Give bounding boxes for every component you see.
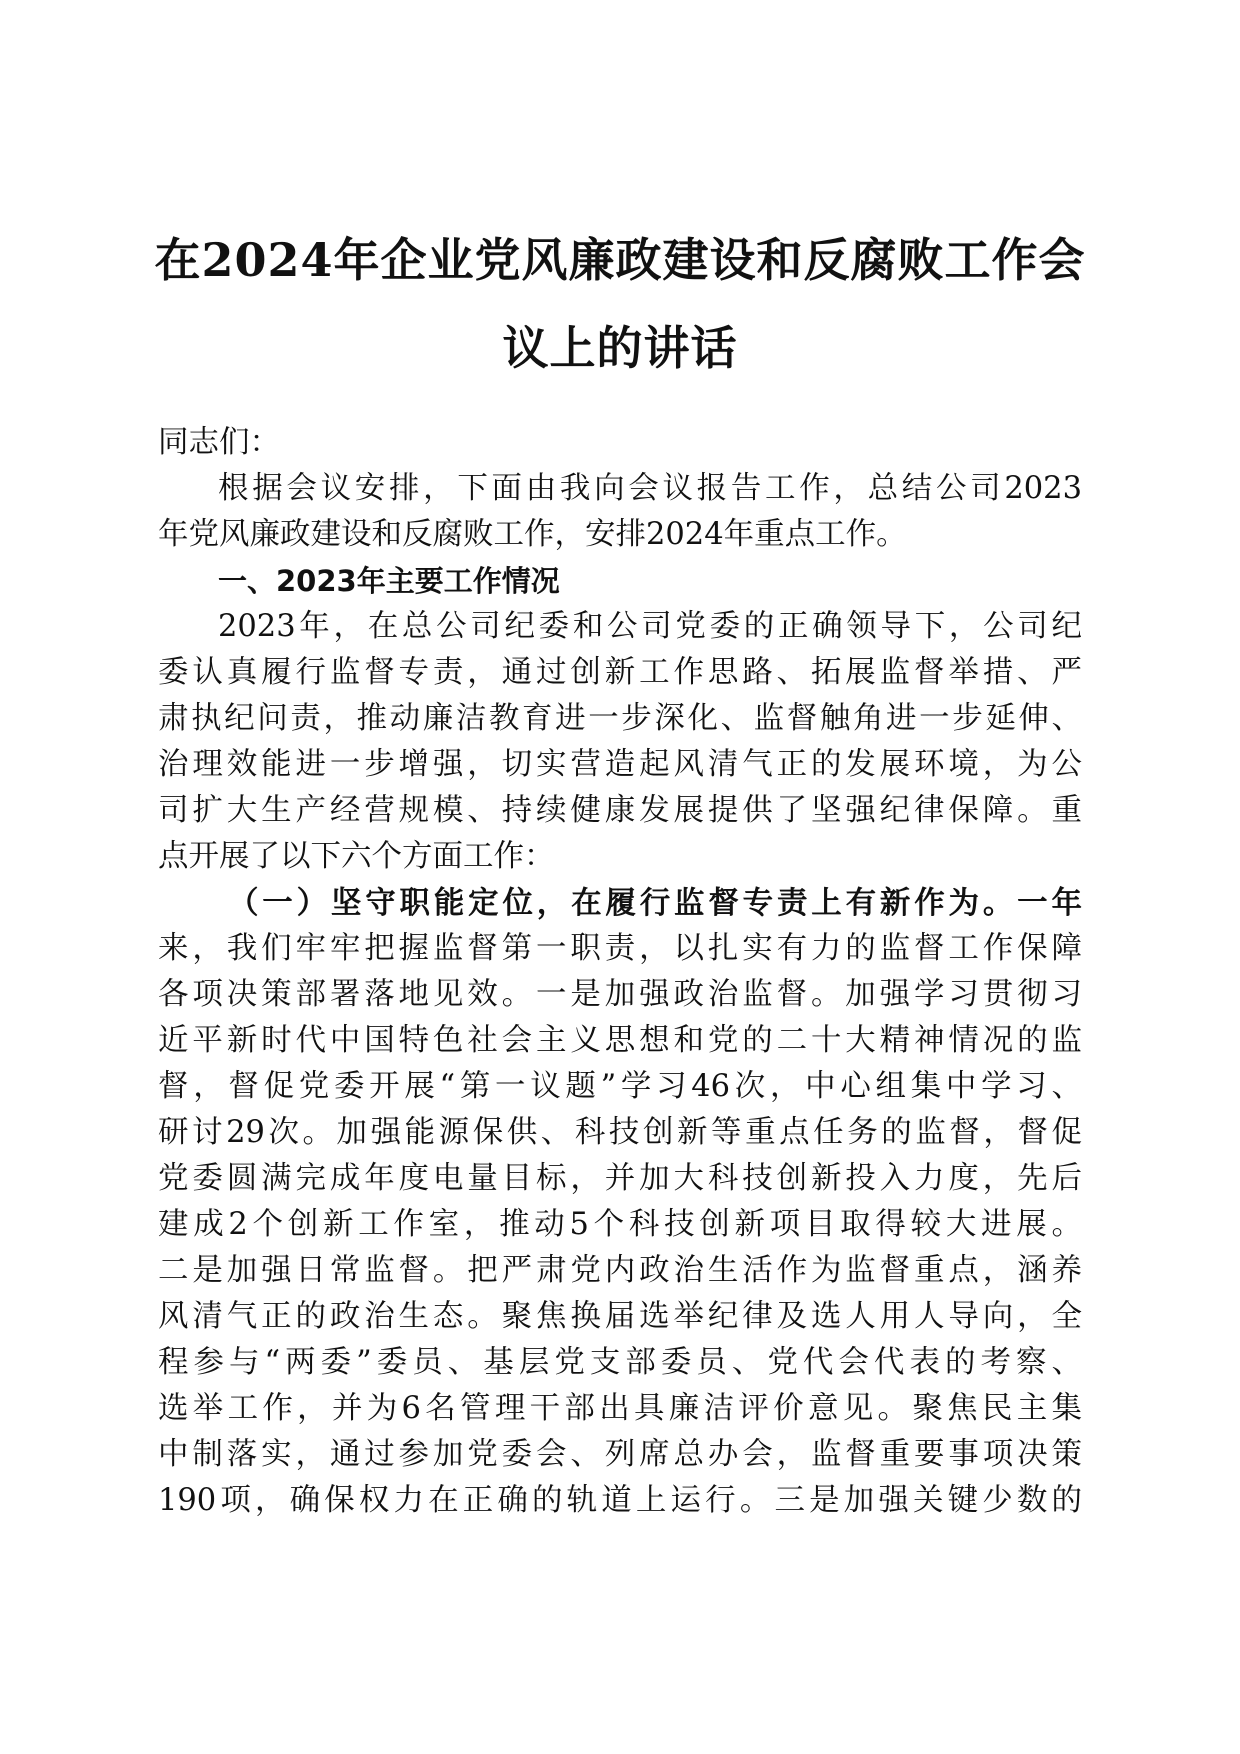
para1-line-3: 肃执纪问责，推动廉洁教育进一步深化、监督触角进一步延伸、 xyxy=(158,701,1082,736)
para2-line-11: 程参与“两委”委员、基层党支部委员、党代会代表的考察、 xyxy=(158,1345,1082,1380)
para2-line-5: 督，督促党委开展“第一议题”学习46次，中心组集中学习、 xyxy=(158,1069,1082,1104)
section-heading: 一、2023年主要工作情况 xyxy=(218,564,560,598)
para2-line-12: 选举工作，并为6名管理干部出具廉洁评价意见。聚焦民主集 xyxy=(158,1391,1082,1426)
para2-line-7: 党委圆满完成年度电量目标，并加大科技创新投入力度，先后 xyxy=(158,1161,1082,1196)
document-title-line-1: 在2024年企业党风廉政建设和反腐败工作会 xyxy=(154,233,1086,287)
para2-line-3: 各项决策部署落地见效。一是加强政治监督。加强学习贯彻习 xyxy=(158,977,1082,1012)
para1-line-5: 司扩大生产经营规模、持续健康发展提供了坚强纪律保障。重 xyxy=(158,793,1082,828)
para2-line-1: （一）坚守职能定位，在履行监督专责上有新作为。一年 xyxy=(228,885,1082,921)
para1-line-4: 治理效能进一步增强，切实营造起风清气正的发展环境，为公 xyxy=(158,747,1082,782)
para2-line-6: 研讨29次。加强能源保供、科技创新等重点任务的监督，督促 xyxy=(158,1115,1082,1150)
para1-line-6: 点开展了以下六个方面工作： xyxy=(158,839,555,874)
para2-line-2: 来，我们牢牢把握监督第一职责，以扎实有力的监督工作保障 xyxy=(158,931,1082,966)
para2-line-4: 近平新时代中国特色社会主义思想和党的二十大精神情况的监 xyxy=(158,1023,1082,1058)
para2-line-9: 二是加强日常监督。把严肃党内政治生活作为监督重点，涵养 xyxy=(158,1253,1082,1288)
para2-line-13: 中制落实，通过参加党委会、列席总办会，监督重要事项决策 xyxy=(158,1437,1082,1472)
para1-line-1: 2023年，在总公司纪委和公司党委的正确领导下，公司纪 xyxy=(218,609,1082,644)
para1-line-2: 委认真履行监督专责，通过创新工作思路、拓展监督举措、严 xyxy=(158,655,1082,690)
para2-line-14: 190项，确保权力在正确的轨道上运行。三是加强关键少数的 xyxy=(158,1483,1082,1518)
intro-line-1: 根据会议安排，下面由我向会议报告工作，总结公司2023 xyxy=(218,471,1082,506)
para2-line-8: 建成2个创新工作室，推动5个科技创新项目取得较大进展。 xyxy=(158,1207,1082,1242)
para2-line-10: 风清气正的政治生态。聚焦换届选举纪律及选人用人导向，全 xyxy=(158,1299,1082,1334)
document-title-line-2: 议上的讲话 xyxy=(502,321,738,375)
salutation: 同志们： xyxy=(158,425,280,460)
intro-line-2: 年党风廉政建设和反腐败工作，安排2024年重点工作。 xyxy=(158,517,907,552)
